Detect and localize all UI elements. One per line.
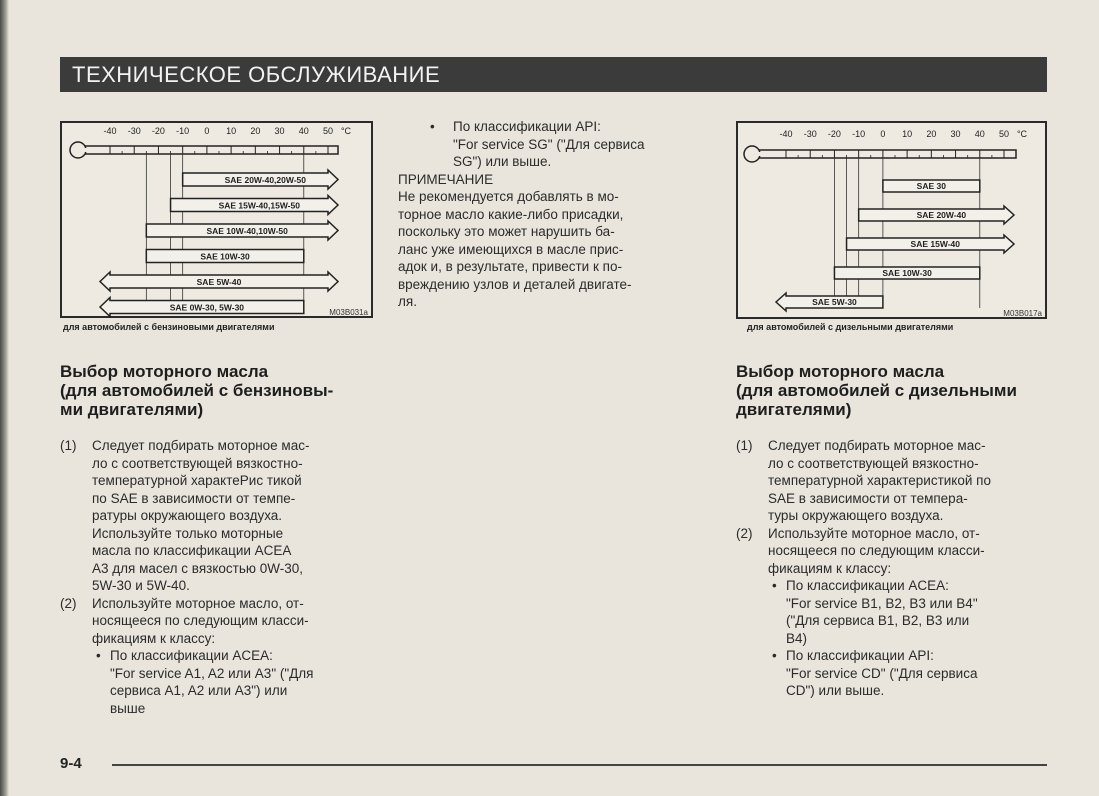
text-line: Используйте моторное масло, от-	[768, 525, 980, 541]
bullet-continuation	[736, 595, 1056, 648]
heading-petrol	[60, 362, 380, 419]
tick-label: 50	[322, 126, 334, 136]
tick-label: 10	[902, 129, 913, 139]
tick-label: -10	[852, 129, 866, 139]
heading-line: (для автомобилей с дизельными	[736, 381, 1017, 400]
text-line: Не рекомендуется добавлять в мо-	[398, 189, 619, 204]
text-line: торное масло какие-либо присадки,	[398, 206, 624, 222]
text-line: Используйте только моторные	[92, 525, 284, 541]
page-binding-edge	[0, 0, 9, 796]
viscosity-chart-petrol-svg	[62, 123, 375, 320]
tick-label: 40	[974, 129, 985, 139]
text-line: "For service B1, B2, B3 или B4"	[786, 595, 978, 611]
tick-label: 20	[250, 126, 261, 136]
text-line: По классификации ACEA:	[786, 578, 949, 593]
item-number: (2)	[736, 525, 753, 541]
series-label: SAE 30	[916, 181, 946, 191]
text-line: туры окружающего воздуха.	[768, 508, 944, 523]
bullet-mark: •	[96, 648, 101, 663]
text-line: ло с соответствующей вязкостно-	[768, 455, 979, 471]
tick-label: 10	[226, 126, 237, 136]
text-line: ланс уже имеющихся в масле прис-	[398, 241, 624, 257]
list-item	[60, 437, 380, 595]
text-line: ло с соответствующей вязкостно-	[92, 455, 303, 471]
footer-rule	[112, 764, 1047, 766]
text-line: ("Для сервиса B1, B2, B3 или	[786, 613, 970, 628]
heading-line: Выбор моторного масла	[60, 362, 269, 381]
section-title: ТЕХНИЧЕСКОЕ ОБСЛУЖИВАНИЕ	[72, 62, 441, 87]
figure-code: M03B017a	[1003, 309, 1042, 318]
tick-label: -30	[127, 126, 141, 136]
text-line: по SAE в зависимости от темпе-	[92, 490, 296, 506]
heading-line: ми двигателями)	[60, 400, 204, 419]
item-number: (1)	[736, 438, 753, 453]
series-label: SAE 15W-40,15W-50	[218, 200, 300, 211]
bullet-continuation	[736, 665, 1056, 700]
series-label: SAE 5W-30	[812, 297, 857, 307]
tick-label: °C	[340, 126, 352, 136]
tick-label: 30	[950, 129, 961, 139]
tick-label: -40	[103, 126, 117, 136]
tick-label: 30	[274, 126, 285, 136]
series-label: SAE 20W-40,20W-50	[224, 175, 307, 185]
series-label: SAE 10W-40,10W-50	[206, 226, 288, 236]
text-line: "For service CD" ("Для сервиса	[786, 665, 978, 681]
text-line: SAE в зависимости от темпера-	[768, 490, 968, 506]
text-line: носящееся по следующим класси-	[768, 543, 985, 558]
section-header	[60, 57, 1047, 92]
text-line: 5W-30 и 5W-40.	[92, 578, 190, 593]
tick-label: -20	[151, 126, 165, 136]
page-number: 9-4	[60, 755, 82, 772]
text-line: фикациям к классу:	[92, 630, 216, 646]
series-label: SAE 20W-40	[916, 210, 967, 220]
text-line: температурной характеристикой по	[768, 473, 991, 488]
text-line: фикациям к классу:	[768, 560, 892, 576]
series-label: SAE 0W-30, 5W-30	[169, 302, 245, 313]
text-line: По классификации API:	[786, 648, 934, 663]
text-line: B4)	[786, 630, 808, 646]
series-label: SAE 10W-30	[882, 268, 932, 278]
text-line: ратуры окружающего воздуха.	[92, 508, 283, 523]
text-line: сервиса A1, A2 или A3") или	[110, 683, 288, 698]
thermometer-fill	[752, 152, 1012, 156]
series-label: SAE 15W-40	[910, 239, 960, 249]
heading-line: Выбор моторного масла	[736, 362, 945, 381]
middle-column	[398, 118, 712, 311]
text-line: A3 для масел с вязкостью 0W-30,	[92, 560, 304, 576]
figure-code: M03B031a	[329, 308, 368, 317]
text-line: температурной характеРис тикой	[92, 473, 302, 488]
tick-label: 20	[926, 129, 937, 139]
bullet-mark: •	[430, 119, 435, 134]
tick-label: °C	[1016, 129, 1028, 139]
chart-caption-petrol: для автомобилей с бензиновыми двигателями	[63, 322, 275, 332]
bullet-mark: •	[772, 578, 777, 593]
text-line: выше	[110, 700, 146, 716]
note-title: ПРИМЕЧАНИЕ	[398, 171, 494, 187]
text-line: масла по классификации ACEA	[92, 543, 292, 558]
text-line: "For service SG" ("Для сервиса	[453, 136, 645, 152]
viscosity-chart-diesel	[736, 121, 1047, 319]
text-line: Используйте моторное масло, от-	[92, 595, 304, 611]
diesel-instructions	[736, 437, 1056, 700]
text-line: поскольку это может нарушить ба-	[398, 224, 615, 239]
series-label: SAE 10W-30	[200, 251, 250, 262]
text-line: вреждению узлов и деталей двигате-	[398, 276, 632, 292]
list-item	[736, 525, 1056, 578]
bullet-item	[736, 647, 1056, 665]
heading-line: двигателями)	[736, 400, 852, 419]
bullet-continuation	[398, 136, 712, 171]
bullet-item	[60, 647, 380, 665]
tick-label: 50	[998, 129, 1010, 139]
text-line: ля.	[398, 294, 417, 309]
petrol-instructions	[60, 437, 380, 717]
tick-label: 40	[298, 126, 309, 136]
viscosity-chart-diesel-svg	[738, 123, 1049, 321]
text-line: CD") или выше.	[786, 683, 885, 698]
text-line: "For service A1, A2 или A3" ("Для	[110, 665, 314, 681]
text-line: SG") или выше.	[453, 154, 552, 169]
thermometer-fill	[78, 148, 334, 152]
bullet-item	[398, 118, 712, 136]
tick-label: -20	[827, 129, 841, 139]
bullet-item	[736, 577, 1056, 595]
heading-diesel	[736, 362, 1056, 419]
text-line: Следует подбирать моторное мас-	[92, 438, 310, 453]
bullet-continuation	[60, 665, 380, 718]
text-line: носящееся по следующим класси-	[92, 613, 309, 628]
tick-label: -40	[779, 129, 793, 139]
tick-label: -10	[176, 126, 190, 136]
tick-label: -30	[803, 129, 817, 139]
text-line: адок и, в результате, привести к по-	[398, 259, 622, 274]
chart-caption-diesel: для автомобилей с дизельными двигателями	[747, 322, 954, 332]
bullet-mark: •	[772, 648, 777, 663]
series-label: SAE 5W-40	[196, 277, 242, 287]
item-number: (2)	[60, 595, 77, 611]
list-item	[736, 437, 1056, 525]
text-line: По классификации API:	[453, 119, 601, 134]
text-line: Следует подбирать моторное мас-	[768, 438, 986, 453]
item-number: (1)	[60, 438, 77, 453]
tick-label: 0	[880, 129, 886, 139]
heading-line: (для автомобилей с бензиновы-	[60, 381, 334, 400]
text-line: По классификации ACEA:	[110, 648, 273, 663]
list-item	[60, 595, 380, 648]
tick-label: 0	[204, 126, 210, 136]
viscosity-chart-petrol	[60, 121, 373, 318]
